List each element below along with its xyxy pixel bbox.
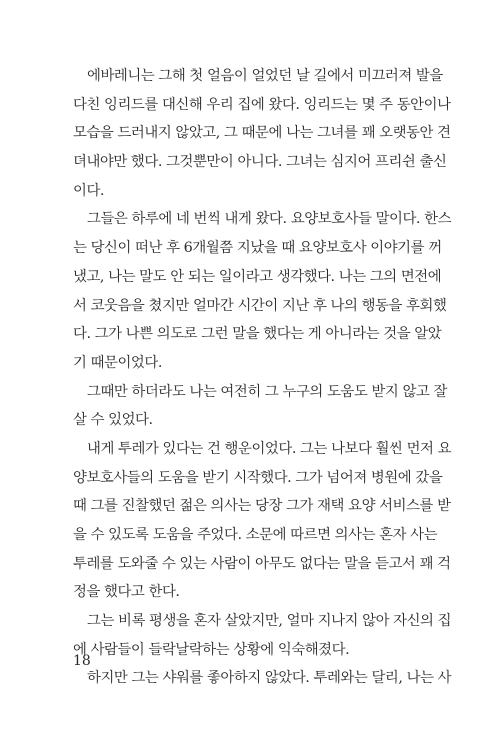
text-line: 뎌내야만 했다. 그것뿐만이 아니다. 그녀는 심지어 프리쉰 출신: [73, 154, 447, 171]
text-line: 서 코웃음을 쳤지만 얼마간 시간이 지난 후 나의 행동을 후회했: [73, 297, 447, 314]
paragraph: [73, 205, 452, 377]
text-line: 다친 잉리드를 대신해 우리 집에 왔다. 잉리드는 몇 주 동안이나: [73, 96, 451, 113]
text-line: 내게 투레가 있다는 건 행운이었다. 그는 나보다 훨씬 먼저 요: [87, 440, 452, 457]
text-line: 그때만 하더라도 나는 여전히 그 누구의 도움도 받지 않고 잘: [87, 383, 447, 400]
paragraph: [73, 664, 452, 693]
text-line: 양보호사들의 도움을 받기 시작했다. 그가 넘어져 병원에 갔을: [73, 469, 443, 486]
text-line: 그는 비록 평생을 혼자 살았지만, 얼마 지나지 않아 자신의 집: [87, 613, 452, 630]
text-line: 냈고, 나는 말도 안 되는 일이라고 생각했다. 나는 그의 면전에: [73, 268, 442, 285]
text-line: 다. 그가 나쁜 의도로 그런 말을 했다는 게 아니라는 것을 알았: [73, 326, 442, 343]
page-number: 18: [73, 653, 91, 669]
text-line: 기 때문이었다.: [73, 354, 162, 371]
text-line: 이다.: [73, 182, 105, 199]
text-line: 하지만 그는 샤워를 좋아하지 않았다. 투레와는 달리, 나는 사: [87, 670, 452, 687]
text-line: 그들은 하루에 네 번씩 내게 왔다. 요양보호사들 말이다. 한스: [87, 211, 452, 228]
text-line: 살 수 있었다.: [73, 412, 153, 429]
text-line: 모습을 드러내지 않았고, 그 때문에 나는 그녀를 꽤 오랫동안 견: [73, 125, 451, 142]
text-line: 때 그를 진찰했던 젊은 의사는 당장 그가 재택 요양 서비스를 받: [73, 498, 451, 515]
text-line: 투레를 도와줄 수 있는 사람이 아무도 없다는 말을 듣고서 꽤 걱: [73, 555, 451, 572]
text-line: 을 수 있도록 도움을 주었다. 소문에 따르면 의사는 혼자 사는: [73, 527, 438, 543]
body-text: [73, 62, 452, 693]
text-line: 에바레니는 그해 첫 얼음이 얼었던 날 길에서 미끄러져 발을: [87, 68, 443, 84]
text-line: 정을 했다고 한다.: [73, 584, 180, 601]
text-line: 에 사람들이 들락날락하는 상황에 익숙해졌다.: [73, 641, 350, 658]
paragraph: [73, 607, 452, 664]
paragraph: [73, 378, 447, 435]
paragraph: [73, 435, 452, 607]
paragraph: [73, 62, 451, 205]
text-line: 는 당신이 떠난 후 6개월쯤 지났을 때 요양보호사 이야기를 꺼: [73, 240, 442, 257]
